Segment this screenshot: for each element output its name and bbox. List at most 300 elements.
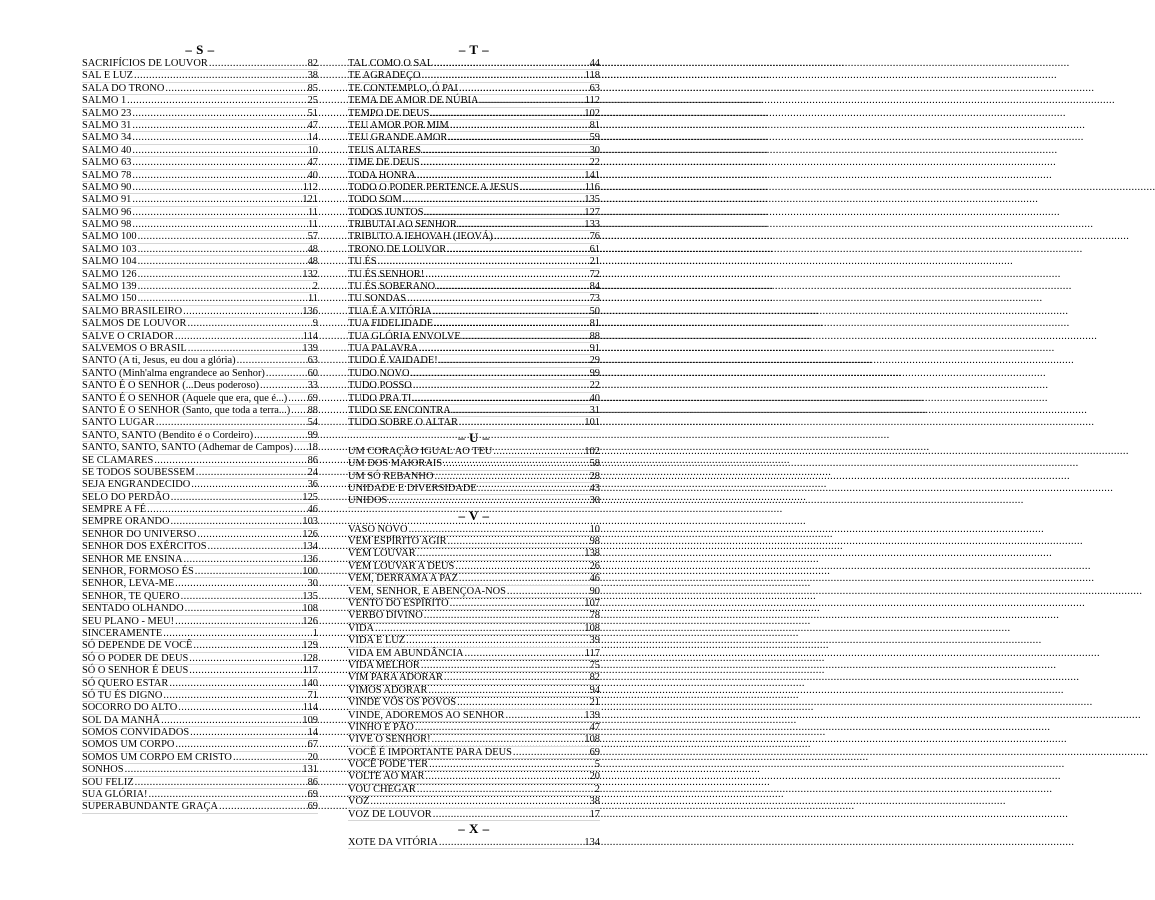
index-entry[interactable] — [82, 739, 318, 751]
entry-page-number: 29 — [589, 355, 600, 367]
index-entry[interactable] — [348, 495, 600, 507]
entry-title: VEM, SENHOR, E ABENÇOA-NOS — [348, 585, 506, 597]
entry-page-number: 46 — [307, 504, 318, 516]
index-entry[interactable] — [82, 789, 318, 801]
index-entry[interactable] — [82, 95, 318, 107]
dot-leader — [388, 495, 588, 507]
dot-leader — [507, 586, 589, 598]
index-entry[interactable] — [82, 591, 318, 603]
entry-title: TEUS ALTARES — [348, 144, 421, 156]
entry-page-number: 139 — [302, 342, 318, 354]
index-entry[interactable] — [348, 132, 600, 144]
index-entry[interactable] — [82, 479, 318, 491]
index-entry[interactable] — [348, 405, 600, 417]
index-entry[interactable] — [82, 690, 318, 702]
entry-page-number: 18 — [307, 442, 318, 454]
entry-title: VIVE O SENHOR! — [348, 734, 431, 746]
entry-page-number: 69 — [589, 746, 600, 758]
entry-title: SÓ O SENHOR É DEUS — [82, 665, 189, 677]
index-entry[interactable] — [82, 529, 318, 541]
index-entry[interactable] — [348, 685, 600, 697]
dot-leader — [410, 368, 588, 380]
dot-leader — [505, 710, 583, 722]
entry-title: SENHOR, LEVA-ME — [82, 578, 175, 590]
entry-title: SÓ DEPENDE DE VOCÊ — [82, 640, 193, 652]
entry-page-number: 126 — [302, 528, 318, 540]
entry-title: TU SONDAS — [348, 293, 407, 305]
entry-page-number: 2 — [594, 783, 600, 795]
entry-page-number: 20 — [307, 751, 318, 763]
dot-leader — [452, 405, 589, 417]
entry-title: SALMO 23 — [82, 107, 132, 119]
index-entry[interactable] — [82, 541, 318, 553]
index-entry[interactable] — [82, 578, 318, 590]
index-entry[interactable] — [348, 747, 600, 759]
entry-title: SALMO 40 — [82, 144, 132, 156]
index-entry[interactable] — [348, 231, 600, 243]
index-entry[interactable] — [82, 715, 318, 727]
index-entry[interactable] — [348, 759, 600, 771]
index-entry[interactable] — [348, 343, 600, 355]
section-heading: – S – — [185, 42, 215, 57]
dot-leader — [132, 108, 306, 120]
index-entry[interactable] — [348, 722, 600, 734]
index-entry[interactable] — [82, 331, 318, 343]
entry-title: TUDO É VAIDADE! — [348, 355, 438, 367]
entry-page-number: 60 — [307, 367, 318, 379]
index-entry[interactable] — [348, 734, 600, 746]
entry-page-number: 117 — [584, 647, 600, 659]
index-entry[interactable] — [82, 170, 318, 182]
entry-page-number: 81 — [589, 119, 600, 131]
index-entry[interactable] — [82, 752, 318, 764]
dot-leader — [132, 145, 306, 157]
index-entry[interactable] — [348, 269, 600, 281]
entry-page-number: 10 — [307, 144, 318, 156]
index-entry[interactable] — [348, 393, 600, 405]
index-entry[interactable] — [348, 697, 600, 709]
entry-page-number: 102 — [584, 445, 600, 457]
index-entry[interactable] — [82, 145, 318, 157]
entry-page-number: 100 — [302, 566, 318, 578]
entry-title: SENHOR ME ENSINA — [82, 553, 183, 565]
entry-page-number: 59 — [589, 132, 600, 144]
index-entry[interactable] — [82, 764, 318, 776]
entry-title: VOZ — [348, 796, 370, 808]
entry-title: SALVE O CRIADOR — [82, 330, 174, 342]
entry-title: VIDA E LUZ — [348, 635, 406, 647]
index-entry[interactable] — [82, 219, 318, 231]
index-entry[interactable] — [348, 598, 600, 610]
entry-page-number: 108 — [302, 603, 318, 615]
entry-title: TODO O PODER PERTENCE A JESUS — [348, 181, 519, 193]
dot-leader — [443, 458, 589, 470]
index-entry[interactable] — [82, 492, 318, 504]
index-entry[interactable] — [348, 458, 600, 470]
dot-leader — [138, 244, 307, 256]
index-entry[interactable] — [348, 623, 600, 635]
dot-leader — [412, 393, 588, 405]
entry-page-number: 112 — [302, 181, 318, 193]
entry-page-number: 82 — [589, 672, 600, 684]
index-entry[interactable] — [348, 157, 600, 169]
index-entry[interactable] — [348, 244, 600, 256]
index-entry[interactable] — [348, 207, 600, 219]
index-entry[interactable] — [348, 95, 600, 107]
index-entry[interactable] — [82, 678, 318, 690]
entry-page-number: 20 — [589, 771, 600, 783]
dot-leader — [417, 170, 584, 182]
entry-page-number: 21 — [589, 697, 600, 709]
section-heading: – V – — [458, 507, 490, 523]
entry-title: UM CORAÇÃO IGUAL AO TEU — [348, 445, 493, 457]
index-entry[interactable] — [82, 702, 318, 714]
index-entry[interactable] — [82, 108, 318, 120]
index-entry[interactable] — [82, 182, 318, 194]
dot-leader — [149, 789, 307, 801]
entry-title: SEMPRE ORANDO — [82, 516, 170, 528]
dot-leader — [455, 561, 588, 573]
dot-leader — [132, 207, 307, 219]
index-entry[interactable] — [82, 83, 318, 95]
entry-page-number: 127 — [584, 206, 600, 218]
entry-page-number: 47 — [589, 721, 600, 733]
entry-page-number: 128 — [302, 652, 318, 664]
entry-title: SANTO, SANTO (Bendito é o Cordeiro) — [82, 429, 254, 441]
dot-leader — [135, 777, 307, 789]
index-entry[interactable] — [348, 182, 600, 194]
index-entry[interactable] — [82, 467, 318, 479]
entry-title: TAL COMO O SAL — [348, 58, 434, 69]
entry-title: TODOS JUNTOS — [348, 206, 424, 218]
dot-leader — [161, 715, 301, 727]
entry-title: SALMO 31 — [82, 119, 132, 131]
index-entry[interactable] — [82, 194, 318, 206]
entry-title: TUA GLÓRIA ENVOLVE — [348, 330, 461, 342]
index-entry[interactable] — [82, 430, 318, 442]
dot-leader — [138, 269, 302, 281]
entry-page-number: 67 — [307, 739, 318, 751]
index-entry[interactable] — [348, 145, 600, 157]
index-entry[interactable] — [82, 603, 318, 615]
index-entry[interactable] — [82, 405, 318, 417]
section-heading: – U – — [458, 429, 490, 445]
index-entry[interactable] — [82, 777, 318, 789]
entry-title: TEU GRANDE AMOR — [348, 132, 448, 144]
index-entry[interactable] — [348, 58, 600, 70]
index-entry[interactable] — [348, 672, 600, 684]
entry-title: TUDO POSSO — [348, 380, 412, 392]
index-entry[interactable] — [348, 471, 600, 483]
dot-leader — [132, 219, 307, 231]
index-entry[interactable] — [82, 393, 318, 405]
entry-title: SÓ O PODER DE DEUS — [82, 652, 189, 664]
dot-leader — [132, 194, 301, 206]
index-entry[interactable] — [348, 318, 600, 330]
entry-page-number: 99 — [307, 429, 318, 441]
entry-title: VEM ESPÍRITO AGIR — [348, 536, 447, 548]
index-entry[interactable] — [82, 231, 318, 243]
index-entry[interactable] — [348, 796, 600, 808]
dot-leader — [464, 648, 583, 660]
dot-leader — [459, 417, 583, 429]
entry-title: SACRIFÍCIOS DE LOUVOR — [82, 58, 208, 69]
index-entry[interactable] — [82, 628, 318, 640]
entry-page-number: 81 — [589, 318, 600, 330]
index-entry[interactable] — [348, 573, 600, 585]
dot-leader — [127, 95, 306, 107]
dot-leader — [434, 58, 589, 70]
dot-leader — [417, 548, 584, 560]
entry-page-number: 140 — [302, 677, 318, 689]
dot-leader — [138, 231, 307, 243]
entry-title: VOCÊ É IMPORTANTE PARA DEUS — [348, 746, 512, 758]
dot-leader — [458, 219, 584, 231]
dot-leader — [403, 194, 584, 206]
entry-page-number: 86 — [307, 454, 318, 466]
entry-page-number: 94 — [589, 684, 600, 696]
index-entry[interactable] — [82, 566, 318, 578]
entry-title: SANTO LUGAR — [82, 417, 155, 429]
entry-title: SENHOR DOS EXÉRCITOS — [82, 541, 207, 553]
index-entry[interactable] — [348, 194, 600, 206]
index-entry[interactable] — [82, 244, 318, 256]
section-heading: – X – — [458, 821, 490, 837]
index-entry[interactable] — [348, 771, 600, 783]
dot-leader — [421, 70, 583, 82]
index-entry[interactable] — [82, 318, 318, 330]
entry-title: UM DOS MAIORAIS — [348, 458, 443, 470]
index-column-left — [82, 42, 318, 814]
index-entry[interactable] — [82, 516, 318, 528]
dot-leader — [434, 471, 588, 483]
entry-title: VOLTE AO MAR — [348, 771, 425, 783]
index-entry[interactable] — [82, 207, 318, 219]
entry-title: SAL E LUZ — [82, 70, 133, 82]
index-entry[interactable] — [348, 784, 600, 796]
index-entry[interactable] — [348, 306, 600, 318]
index-entry[interactable] — [82, 368, 318, 380]
entry-title: SALMO 91 — [82, 194, 132, 206]
index-entry[interactable] — [82, 665, 318, 677]
index-entry[interactable] — [82, 58, 318, 70]
index-entry[interactable] — [348, 120, 600, 132]
entry-page-number: 91 — [589, 342, 600, 354]
dot-leader — [520, 182, 584, 194]
index-entry[interactable] — [82, 355, 318, 367]
entry-title: VIDA EM ABUNDÂNCIA — [348, 647, 464, 659]
dot-leader — [170, 516, 301, 528]
entry-title: VIM PARA ADORAR — [348, 672, 443, 684]
entry-page-number: 58 — [589, 458, 600, 470]
index-entry[interactable] — [348, 561, 600, 573]
entry-page-number: 118 — [584, 70, 600, 82]
dot-leader — [132, 132, 306, 144]
dot-leader — [175, 739, 306, 751]
index-entry[interactable] — [82, 70, 318, 82]
entry-title: SE TODOS SOUBESSEM — [82, 466, 195, 478]
entry-page-number: 129 — [302, 640, 318, 652]
entry-page-number: 75 — [589, 659, 600, 671]
entry-page-number: 69 — [307, 392, 318, 404]
entry-title: SELO DO PERDÃO — [82, 491, 170, 503]
index-entry[interactable] — [82, 455, 318, 467]
dot-leader — [189, 653, 301, 665]
index-entry[interactable] — [82, 157, 318, 169]
dot-leader — [432, 734, 584, 746]
index-entry[interactable] — [348, 536, 600, 548]
index-entry[interactable] — [348, 108, 600, 120]
dot-leader — [422, 145, 589, 157]
entry-page-number: 135 — [302, 590, 318, 602]
index-entry[interactable] — [348, 256, 600, 268]
dot-leader — [433, 809, 589, 821]
index-entry[interactable] — [348, 368, 600, 380]
index-entry[interactable] — [82, 554, 318, 566]
dot-leader — [459, 573, 589, 585]
entry-title: SÓ QUERO ESTAR — [82, 677, 169, 689]
entry-page-number: 48 — [307, 243, 318, 255]
index-entry[interactable] — [82, 640, 318, 652]
index-entry[interactable] — [348, 548, 600, 560]
entry-page-number: 69 — [307, 801, 318, 813]
index-entry[interactable] — [82, 256, 318, 268]
index-entry[interactable] — [82, 132, 318, 144]
dot-leader — [425, 771, 588, 783]
index-entry[interactable] — [348, 660, 600, 672]
entry-page-number: 40 — [307, 169, 318, 181]
index-entry[interactable] — [82, 380, 318, 392]
dot-leader — [196, 467, 307, 479]
entry-title: SALA DO TRONO — [82, 82, 165, 94]
index-entry[interactable] — [348, 281, 600, 293]
entry-title: SALVEMOS O BRASIL — [82, 342, 187, 354]
entry-title: TEMA DE AMOR DE NÚBIA — [348, 95, 479, 107]
index-entry[interactable] — [348, 648, 600, 660]
entry-page-number: 33 — [307, 380, 318, 392]
dot-leader — [183, 554, 301, 566]
index-entry[interactable] — [348, 837, 600, 849]
index-entry[interactable] — [82, 417, 318, 429]
entry-title: SALMO 126 — [82, 268, 137, 280]
entry-title: SOMOS UM CORPO — [82, 739, 175, 751]
dot-leader — [125, 764, 302, 776]
entry-page-number: 11 — [307, 219, 318, 231]
index-entry[interactable] — [82, 343, 318, 355]
index-section-t — [348, 42, 600, 430]
dot-leader — [181, 591, 302, 603]
index-entry[interactable] — [82, 504, 318, 516]
entry-title: SALMO 90 — [82, 181, 132, 193]
entry-title: SANTO, SANTO, SANTO (Adhemar de Campos) — [82, 442, 293, 454]
index-entry[interactable] — [348, 331, 600, 343]
entry-page-number: 72 — [589, 268, 600, 280]
entry-title: SALMO 98 — [82, 219, 132, 231]
index-entry[interactable] — [82, 653, 318, 665]
entry-title: TUDO NOVO — [348, 367, 410, 379]
entry-title: TUDO PRA TI — [348, 392, 412, 404]
entry-page-number: 121 — [302, 194, 318, 206]
index-entry[interactable] — [82, 727, 318, 739]
dot-leader — [132, 120, 306, 132]
dot-leader — [260, 380, 307, 392]
dot-leader — [439, 837, 584, 849]
index-entry[interactable] — [348, 524, 600, 536]
entry-page-number: 112 — [584, 95, 600, 107]
entry-page-number: 14 — [307, 132, 318, 144]
entry-page-number: 88 — [307, 404, 318, 416]
index-entry[interactable] — [82, 616, 318, 628]
entry-page-number: 17 — [589, 808, 600, 820]
entry-page-number: 9 — [312, 318, 318, 330]
entry-title: SENHOR DO UNIVERSO — [82, 528, 197, 540]
index-entry[interactable] — [348, 293, 600, 305]
index-entry[interactable] — [348, 83, 600, 95]
index-entry[interactable] — [82, 801, 318, 813]
index-entry[interactable] — [348, 586, 600, 598]
entry-page-number: 134 — [302, 541, 318, 553]
entry-page-number: 101 — [584, 417, 600, 429]
index-entry[interactable] — [348, 635, 600, 647]
dot-leader — [462, 331, 589, 343]
index-entry[interactable] — [348, 610, 600, 622]
index-entry[interactable] — [82, 281, 318, 293]
index-entry[interactable] — [348, 809, 600, 821]
index-section-u — [348, 430, 600, 508]
dot-leader — [450, 598, 584, 610]
index-entry[interactable] — [348, 417, 600, 429]
entry-page-number: 26 — [589, 560, 600, 572]
entry-page-number: 141 — [584, 169, 600, 181]
index-entry[interactable] — [348, 380, 600, 392]
index-entry[interactable] — [348, 483, 600, 495]
dot-leader — [185, 603, 302, 615]
entry-page-number: 28 — [589, 470, 600, 482]
dot-leader — [444, 672, 589, 684]
index-entry[interactable] — [348, 219, 600, 231]
entry-page-number: 139 — [584, 709, 600, 721]
index-entry[interactable] — [348, 70, 600, 82]
dot-leader — [294, 442, 307, 454]
index-entry[interactable] — [348, 355, 600, 367]
entry-page-number: 30 — [589, 495, 600, 507]
entry-page-number: 99 — [589, 367, 600, 379]
entry-page-number: 11 — [307, 293, 318, 305]
entry-page-number: 46 — [589, 573, 600, 585]
dot-leader — [147, 504, 307, 516]
dot-leader — [448, 536, 589, 548]
entry-title: VIDA — [348, 622, 374, 634]
dot-leader — [425, 269, 588, 281]
dot-leader — [429, 759, 594, 771]
entry-title: TUDO SE ENCONTRA — [348, 404, 451, 416]
index-entry[interactable] — [348, 170, 600, 182]
entry-title: SANTO (Minh'alma engrandece ao Senhor) — [82, 367, 265, 379]
entry-page-number: 2 — [312, 281, 318, 293]
dot-leader — [413, 380, 589, 392]
index-entry[interactable] — [348, 446, 600, 458]
index-entry[interactable] — [82, 442, 318, 454]
index-entry[interactable] — [82, 293, 318, 305]
index-entry[interactable] — [82, 306, 318, 318]
entry-title: SOU FELIZ — [82, 776, 134, 788]
dot-leader — [370, 796, 588, 808]
index-entry[interactable] — [82, 120, 318, 132]
dot-leader — [193, 640, 301, 652]
index-entry[interactable] — [82, 269, 318, 281]
index-entry[interactable] — [348, 710, 600, 722]
dot-leader — [189, 665, 302, 677]
